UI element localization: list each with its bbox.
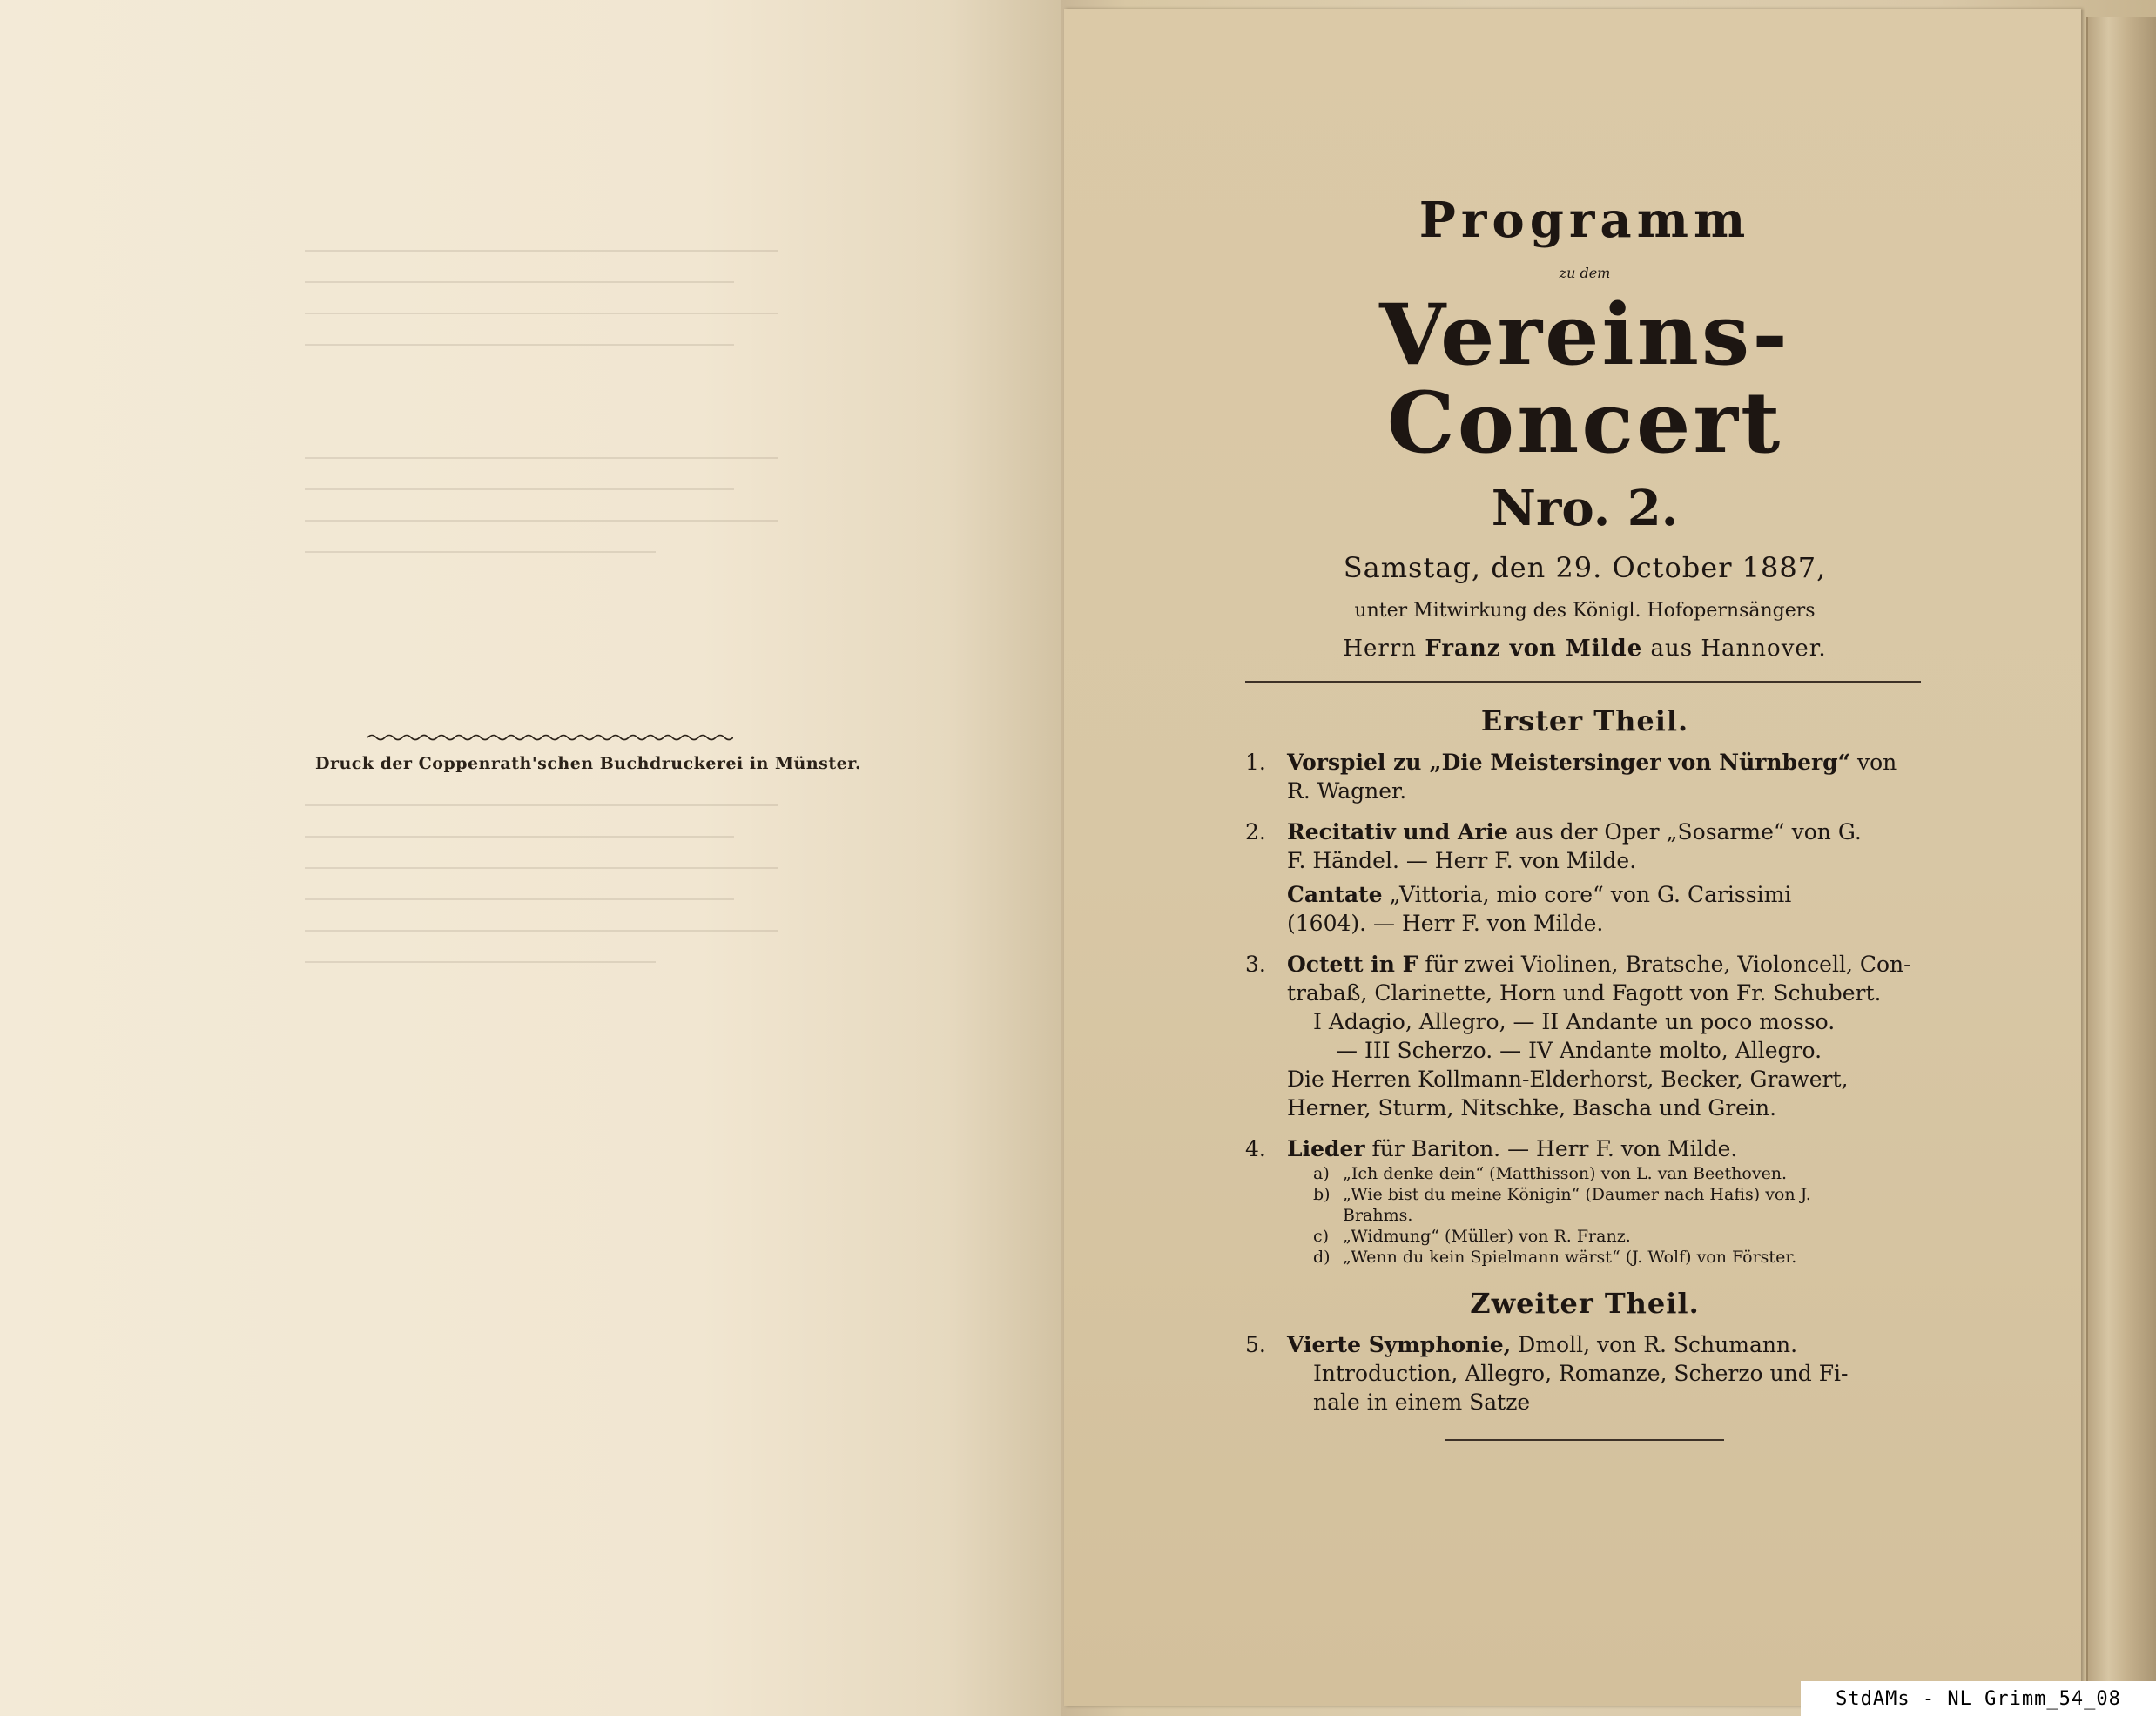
song-text: „Widmung“ (Müller) von R. Franz.	[1343, 1226, 1631, 1246]
item-work: Octett in F	[1287, 951, 1418, 977]
song-letter: a)	[1313, 1163, 1330, 1183]
item-text: R. Wagner.	[1287, 777, 1407, 804]
program-item	[1245, 950, 1924, 1122]
program-item	[1245, 1330, 1924, 1417]
program-item	[1245, 818, 1924, 938]
item-text: (1604). — Herr F. von Milde.	[1287, 910, 1604, 936]
item-number: 5.	[1245, 1331, 1266, 1357]
item-work: Vorspiel zu „Die Meistersinger von Nürnberg“	[1287, 749, 1851, 775]
item-movements: Introduction, Allegro, Romanze, Scherzo und Fi-	[1313, 1360, 1849, 1386]
program-item	[1245, 1134, 1924, 1268]
end-rule	[1445, 1439, 1724, 1441]
song-text: „Wie bist du meine Königin“ (Daumer nach Hafis) von J.	[1343, 1184, 1811, 1204]
part2-title: Zweiter Theil.	[1470, 1286, 1700, 1320]
guest-suffix: aus Hannover.	[1650, 635, 1827, 662]
guest-name: Franz von Milde	[1425, 635, 1643, 662]
bleed-through-text	[305, 157, 862, 993]
item-text: „Vittoria, mio core“ von G. Carissimi	[1389, 881, 1792, 907]
concert-date: Samstag, den 29. October 1887,	[1343, 550, 1827, 584]
part1-title: Erster Theil.	[1480, 703, 1689, 737]
guest-prefix: Herrn	[1343, 635, 1418, 662]
item-work: Recitativ und Arie	[1287, 818, 1508, 845]
header-rule	[1245, 681, 1921, 683]
song-letter	[1313, 1205, 1343, 1226]
item-work: Vierte Symphonie,	[1287, 1331, 1512, 1357]
item-text: für zwei Violinen, Bratsche, Violoncell, Con-	[1425, 951, 1911, 977]
program-title: Programm	[1418, 192, 1751, 249]
song-text: „Ich denke dein“ (Matthisson) von L. van Beethoven.	[1343, 1163, 1788, 1183]
concert-title: Vereins-Concert	[1379, 286, 1790, 472]
song-text: „Wenn du kein Spielmann wärst“ (J. Wolf) von Förster.	[1343, 1247, 1797, 1267]
item-movements: I Adagio, Allegro, — II Andante un poco mosso.	[1313, 1008, 1836, 1034]
song-text: Brahms.	[1343, 1205, 1413, 1225]
assist-line: unter Mitwirkung des Königl. Hofopernsängers	[1354, 599, 1816, 622]
item-number: 1.	[1245, 749, 1266, 775]
guest-line	[1245, 636, 1924, 662]
item-performers: Herner, Sturm, Nitschke, Bascha und Grein.	[1287, 1094, 1777, 1120]
archive-label: StdAMs - NL Grimm_54_08	[1801, 1681, 2156, 1716]
song-item	[1287, 1205, 1924, 1226]
item-text: aus der Oper „Sosarme“ von G.	[1514, 818, 1862, 845]
concert-number: Nro. 2.	[1491, 479, 1679, 537]
wavy-rule	[367, 733, 733, 742]
item-number: 3.	[1245, 951, 1266, 977]
song-item	[1287, 1247, 1924, 1268]
item-text: Dmoll, von R. Schumann.	[1518, 1331, 1798, 1357]
item-text: für Bariton. — Herr F. von Milde.	[1371, 1135, 1738, 1161]
song-letter: b)	[1313, 1184, 1331, 1204]
item-text: trabaß, Clarinette, Horn und Fagott von Fr. Schubert.	[1287, 979, 1882, 1006]
printer-imprint	[315, 733, 862, 773]
song-item	[1287, 1163, 1924, 1184]
item-performers: Die Herren Kollmann-Elderhorst, Becker, Grawert,	[1287, 1066, 1849, 1092]
item-text: von	[1856, 749, 1897, 775]
item-movements: — III Scherzo. — IV Andante molto, Allegro.	[1336, 1037, 1822, 1063]
song-letter: d)	[1313, 1247, 1331, 1267]
item-movements: nale in einem Satze	[1313, 1389, 1531, 1415]
item-work: Cantate	[1287, 881, 1383, 907]
zu-dem-text: zu dem	[1559, 265, 1611, 281]
item-work: Lieder	[1287, 1135, 1365, 1161]
program-item	[1245, 748, 1924, 805]
item-number: 2.	[1245, 818, 1266, 845]
song-item	[1287, 1226, 1924, 1247]
page-edges	[2086, 17, 2156, 1698]
printer-note: Druck der Coppenrath'schen Buchdruckerei in Münster.	[315, 754, 862, 773]
song-item	[1287, 1184, 1924, 1205]
song-letter: c)	[1313, 1226, 1330, 1246]
item-number: 4.	[1245, 1135, 1266, 1161]
program-content	[1245, 192, 1924, 1441]
item-text: F. Händel. — Herr F. von Milde.	[1287, 847, 1637, 873]
